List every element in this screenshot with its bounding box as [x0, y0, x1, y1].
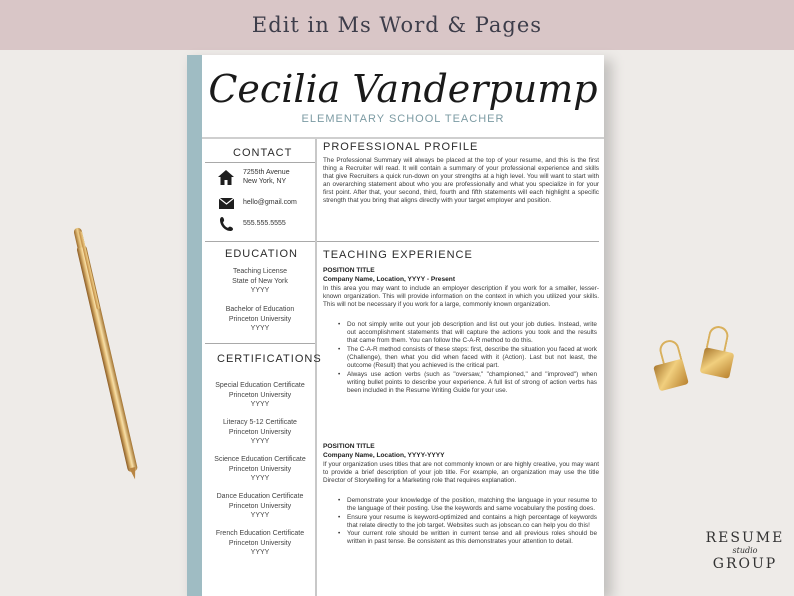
address-line1: 7255th Avenue: [243, 169, 290, 176]
logo-script: studio: [732, 546, 758, 555]
experience-heading: TEACHING EXPERIENCE: [323, 249, 473, 261]
bullet-item: • The C-A-R method consists of these steps: first, describe the situation you faced at work (Challenge), then what you did when faced with it (Action). Last but not least, the outcome (Result) that you achieved is the critical part.: [337, 346, 597, 370]
education-item: Bachelor of Education Princeton University YYYY: [225, 306, 295, 332]
envelope-icon: [217, 195, 235, 211]
logo-line2: GROUP: [712, 556, 778, 572]
position-bullets: [337, 497, 597, 547]
column-divider: [315, 139, 317, 596]
accent-strip: [187, 55, 202, 596]
education-item: Teaching License State of New York YYYY: [232, 268, 288, 294]
bullet-item: • Demonstrate your knowledge of the position, matching the language in your resume to the language of their posting. Use the keywords and same vocabulary the posting does.: [337, 497, 597, 513]
position-title: POSITION TITLE: [323, 267, 375, 274]
logo-line1: RESUME: [705, 530, 785, 546]
position-title: POSITION TITLE: [323, 443, 375, 450]
education-heading: EDUCATION: [225, 248, 298, 260]
top-banner: [0, 0, 794, 50]
bullet-item: • Ensure your resume is keyword-optimized and contains a high percentage of keywords that relate directly to the job target. Websites such as jobscan.co can help you do this!: [337, 514, 597, 530]
profile-heading: PROFESSIONAL PROFILE: [323, 141, 479, 153]
position-company: Company Name, Location, YYYY-YYYY: [323, 452, 445, 459]
certification-item: French Education Certificate Princeton University YYYY: [215, 530, 305, 556]
resume-page: [187, 55, 604, 596]
certification-item: Science Education Certificate Princeton University YYYY: [214, 456, 306, 482]
email-text: hello@gmail.com: [243, 198, 297, 206]
certification-item: Dance Education Certificate Princeton University YYYY: [216, 493, 304, 519]
contact-address: [217, 169, 290, 186]
profile-text: The Professional Summary will always be placed at the top of your resume, and this is the first thing a Recruiter will read. It will contain a summary of your professional experience and skills that give Recruiters a quick run-down on your strengths at a high level. You will want to start with an overarching statement about who you are professionally and what you specialize in for your first point. After that, your second, third, fourth and fifth statements will each highlight a specific strength that you bring that aligns directly with your target employer and position.: [323, 157, 599, 205]
certification-item: Special Education Certificate Princeton University YYYY: [215, 382, 305, 408]
brand-logo: [700, 530, 790, 572]
phone-text: 555.555.5555: [243, 219, 286, 227]
contact-heading: CONTACT: [233, 147, 293, 159]
banner-text: Edit in Ms Word & Pages: [251, 13, 543, 37]
address-line2: New York, NY: [243, 177, 287, 185]
resume-job-title: ELEMENTARY SCHOOL TEACHER: [301, 113, 505, 125]
contact-email: [217, 195, 297, 211]
bullet-item: • Do not simply write out your job description and list out your job duties. Instead, write out accomplishment statements that will capture the actions you took and the results that came from them. You can follow the C-A-R method to do this.: [337, 321, 597, 345]
position-intro: In this area you may want to include an employer description if you work for a smaller, lesser-known organization. This will provide information on the context in which you utilized your skills. This will not be necessary if you work for a large, commonly known organization.: [323, 285, 599, 309]
phone-icon: [217, 216, 235, 232]
certifications-heading: CERTIFICATIONS: [217, 353, 322, 365]
header-divider: [202, 137, 604, 139]
position-company: Company Name, Location, YYYY - Present: [323, 276, 456, 283]
position-intro: If your organization uses titles that are not commonly known or are highly creative, you may want to provide a brief description of your job title. For example, an organization may use the title Director of Storytelling for a Marketing role that requires explanation.: [323, 461, 599, 485]
gold-pen: [72, 227, 140, 481]
bullet-item: • Always use action verbs (such as "oversaw," "championed," and "improved") when writing bullet points to describe your experience. A full list of strong of action verbs has been included in the Resume Writing Guide for your use.: [337, 371, 597, 395]
contact-phone: [217, 216, 286, 232]
bullet-item: • Your current role should be written in current tense and all previous roles should be written in past tense. Be consistent as this demonstrates your attention to detail.: [337, 530, 597, 546]
position-bullets: [337, 321, 597, 395]
resume-name: Cecilia Vanderpump: [208, 67, 598, 111]
certification-item: Literacy 5-12 Certificate Princeton University YYYY: [223, 419, 297, 445]
home-icon: [217, 170, 235, 186]
